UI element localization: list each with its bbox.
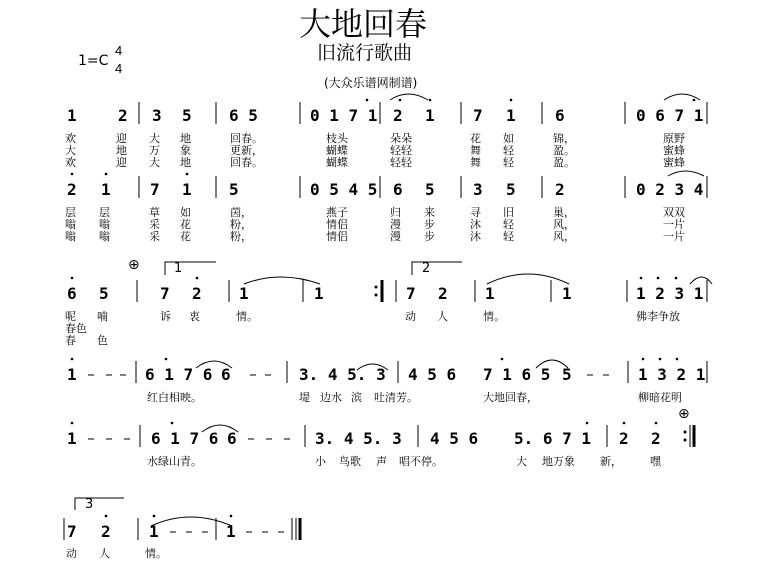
lyric-text: 回春。 xyxy=(230,156,263,169)
lyric-text: 漫 xyxy=(390,218,401,231)
song-title: 大地回春 xyxy=(299,5,428,43)
note-group: 5 xyxy=(99,284,109,303)
note-group: 1 3 2 1 xyxy=(638,365,706,384)
time-signature-top: 4 xyxy=(115,43,123,58)
note-group: 1 xyxy=(425,106,435,125)
note-group: 6 xyxy=(221,365,231,384)
note-group: 2 xyxy=(192,284,202,303)
lyric-text: 喃 xyxy=(97,310,108,323)
lyric-text: 大 xyxy=(65,144,76,157)
lyric-text: 舞 xyxy=(470,156,481,169)
lyric-text: 小 xyxy=(315,455,326,468)
note-group: 6 1 7 6 xyxy=(151,429,219,448)
lyric-text: 漫 xyxy=(390,230,401,243)
note-group: 2 xyxy=(118,106,128,125)
coda-icon: ⊕ xyxy=(678,406,690,422)
note-group: 5 xyxy=(562,365,572,384)
lyric-text: 大 xyxy=(149,132,160,145)
lyric-text: 草 xyxy=(149,206,160,219)
note-group: 1 xyxy=(67,365,77,384)
note-group: 6 xyxy=(227,429,237,448)
note-group: 6 xyxy=(555,106,565,125)
lyric-text: 地 xyxy=(180,132,191,145)
lyric-text: 寻 xyxy=(470,206,481,219)
lyric-text: 唱不停。 xyxy=(399,455,443,468)
note-group: 1 xyxy=(182,180,192,199)
note-group: 1 xyxy=(314,284,324,303)
note-group: 5 xyxy=(182,106,192,125)
note-group: 2 xyxy=(393,106,403,125)
lyric-text: 盈。 xyxy=(553,156,575,169)
note-group: 7 xyxy=(406,284,416,303)
lyric-text: 层 xyxy=(65,206,76,219)
lyric-text: 锦， xyxy=(553,132,575,145)
lyric-text: 大 xyxy=(149,156,160,169)
lyric-text: 舞 xyxy=(470,144,481,157)
note-group: 0 5 4 5 xyxy=(310,180,378,199)
note-group: 1 2 3 1 xyxy=(636,284,704,303)
lyric-text: 情侣 xyxy=(326,230,348,243)
lyric-text: 步 xyxy=(424,218,435,231)
lyric-text: 花 xyxy=(180,230,191,243)
lyric-text: 情。 xyxy=(236,310,258,323)
lyric-text: 地 xyxy=(116,144,127,157)
lyric-text: 诉 xyxy=(160,310,171,323)
lyric-text: 风， xyxy=(553,218,575,231)
lyric-text: 步 xyxy=(424,230,435,243)
note-group: 3. 4 5. 3 xyxy=(299,365,386,384)
lyric-text: 柳暗花明 xyxy=(638,391,682,404)
lyric-text: 巢， xyxy=(553,206,575,219)
lyric-text: 茵， xyxy=(230,206,252,219)
note-group: 7 xyxy=(150,180,160,199)
note-group: 7 1 6 5 xyxy=(483,365,551,384)
note-group: 2 xyxy=(555,180,565,199)
lyric-text: 嘿 xyxy=(650,455,661,468)
lyric-text: 佛李争放 xyxy=(636,310,680,323)
note-group: 5 xyxy=(506,180,516,199)
note-group: 0 6 7 1 xyxy=(636,106,704,125)
note-group: 6 xyxy=(393,180,403,199)
note-group: 1 xyxy=(485,284,495,303)
lyric-text: 蝴蝶 xyxy=(326,156,348,169)
lyric-text: 蜜蜂 xyxy=(663,156,685,169)
note-group: 1 xyxy=(67,106,77,125)
lyric-text: 新， xyxy=(600,455,622,468)
lyric-text: 春色 xyxy=(65,322,87,335)
lyric-text: 轻 xyxy=(503,156,514,169)
note-group: 1 xyxy=(67,429,77,448)
lyric-text: 象 xyxy=(180,144,191,157)
ending-2-label: 2 xyxy=(422,261,431,276)
note-group: 6 xyxy=(67,284,77,303)
lyric-text: 动 xyxy=(66,547,77,560)
lyric-text: 花 xyxy=(470,132,481,145)
lyric-text: 轻 xyxy=(503,144,514,157)
note-group: 2 xyxy=(438,284,448,303)
lyric-text: 一片 xyxy=(663,218,685,231)
note-group: 6 1 7 6 xyxy=(145,365,213,384)
lyric-text: 呢 xyxy=(65,310,76,323)
time-signature-bottom: 4 xyxy=(115,61,123,76)
lyric-text: 情侣 xyxy=(326,218,348,231)
lyric-text: 盈。 xyxy=(553,144,575,157)
credit-line: (大众乐谱网制谱) xyxy=(324,76,418,90)
lyric-text: 枝头 xyxy=(326,132,348,145)
lyric-text: 春 xyxy=(65,334,76,347)
lyric-text: 蝴蝶 xyxy=(326,144,348,157)
note-group: 7 xyxy=(473,106,483,125)
lyric-text: 情。 xyxy=(145,547,167,560)
lyric-text: 迎 xyxy=(116,132,127,145)
lyric-text: 沐 xyxy=(470,230,481,243)
lyric-text: 轻轻 xyxy=(390,156,412,169)
note-group: 1 xyxy=(239,284,249,303)
lyric-text: 如 xyxy=(180,206,191,219)
note-group: 7 xyxy=(67,522,77,541)
lyric-text: 朵朵 xyxy=(390,132,412,145)
song-subtitle: 旧流行歌曲 xyxy=(317,42,413,64)
note-group: 3 xyxy=(473,180,483,199)
lyric-text: 欢 xyxy=(65,132,76,145)
lyric-text: 蜜蜂 xyxy=(663,144,685,157)
lyric-text: 欢 xyxy=(65,156,76,169)
lyric-text: 双双 xyxy=(663,206,685,219)
lyric-text: 采 xyxy=(149,218,160,231)
note-group: 0 1 7 1 xyxy=(310,106,378,125)
note-group: 1 xyxy=(101,180,111,199)
note-group: 1 xyxy=(149,522,159,541)
lyric-text: 人 xyxy=(99,547,110,560)
key-signature: 1=C xyxy=(78,53,109,69)
lyric-text: 情。 xyxy=(483,310,505,323)
lyric-text: 大地回春， xyxy=(483,391,538,404)
note-group: 5 xyxy=(425,180,435,199)
lyric-text: 轻轻 xyxy=(390,144,412,157)
lyric-text: 风， xyxy=(553,230,575,243)
note-group: 4 5 6 xyxy=(430,429,479,448)
lyric-text: 迎 xyxy=(116,156,127,169)
note-group: 5 xyxy=(229,180,239,199)
lyric-text: 旧 xyxy=(503,206,514,219)
ending-3-label: 3 xyxy=(85,497,94,512)
lyric-text: 轻 xyxy=(503,218,514,231)
lyric-text: 轻 xyxy=(503,230,514,243)
note-group: 6 5 xyxy=(229,106,258,125)
lyric-text: 嗡 xyxy=(99,218,110,231)
note-group: 0 2 3 4 xyxy=(636,180,704,199)
lyric-text: 原野 xyxy=(663,132,685,145)
note-group: 2 xyxy=(619,429,629,448)
note-group: 3. 4 5. 3 xyxy=(315,429,402,448)
note-group: 1 xyxy=(562,284,572,303)
lyric-text: 地 xyxy=(180,156,191,169)
lyric-text: 嗡 xyxy=(65,230,76,243)
lyric-text: 燕子 xyxy=(326,206,348,219)
lyric-text: 采 xyxy=(149,230,160,243)
lyric-text: 粉， xyxy=(230,230,252,243)
lyric-text: 鸟歌 xyxy=(339,455,361,468)
note-group: 2 xyxy=(67,180,77,199)
lyric-text: 色 xyxy=(97,334,108,347)
lyric-text: 人 xyxy=(437,310,448,323)
note-group: 1 xyxy=(226,522,236,541)
note-group: 2 xyxy=(651,429,661,448)
lyric-text: 红白相映。 xyxy=(147,391,202,404)
lyric-text: 吐清芳。 xyxy=(374,391,418,404)
lyric-text: 来 xyxy=(424,206,435,219)
note-group: 3 xyxy=(152,106,162,125)
note-group: 1 xyxy=(506,106,516,125)
lyric-text: 如 xyxy=(503,132,514,145)
lyric-text: 一片 xyxy=(663,230,685,243)
lyric-text: 地万象 xyxy=(542,455,575,468)
ending-1-label: 1 xyxy=(174,261,183,276)
lyric-text: 嗡 xyxy=(99,230,110,243)
lyric-text: 层 xyxy=(99,206,110,219)
lyric-text: 回春。 xyxy=(230,132,263,145)
note-group: 5. 6 7 1 xyxy=(514,429,592,448)
lyric-text: 粉， xyxy=(230,218,252,231)
lyric-text: 嗡 xyxy=(65,218,76,231)
lyric-text: 花 xyxy=(180,218,191,231)
lyric-text: 声 xyxy=(376,455,387,468)
lyric-text: 水绿山青。 xyxy=(147,455,202,468)
lyric-text: 归 xyxy=(390,206,401,219)
lyric-text: 边水 xyxy=(320,391,342,404)
lyric-text: 更新， xyxy=(230,144,263,157)
lyric-text: 沐 xyxy=(470,218,481,231)
note-group: 4 5 6 xyxy=(408,365,457,384)
lyric-text: 滨 xyxy=(351,391,362,404)
lyric-text: 万 xyxy=(149,144,160,157)
lyric-text: 大 xyxy=(516,455,527,468)
coda-icon: ⊕ xyxy=(128,257,140,273)
lyric-text: 衷 xyxy=(189,310,200,323)
note-group: 2 xyxy=(101,522,111,541)
lyric-text: 动 xyxy=(405,310,416,323)
lyric-text: 堤 xyxy=(299,391,310,404)
note-group: 7 xyxy=(160,284,170,303)
